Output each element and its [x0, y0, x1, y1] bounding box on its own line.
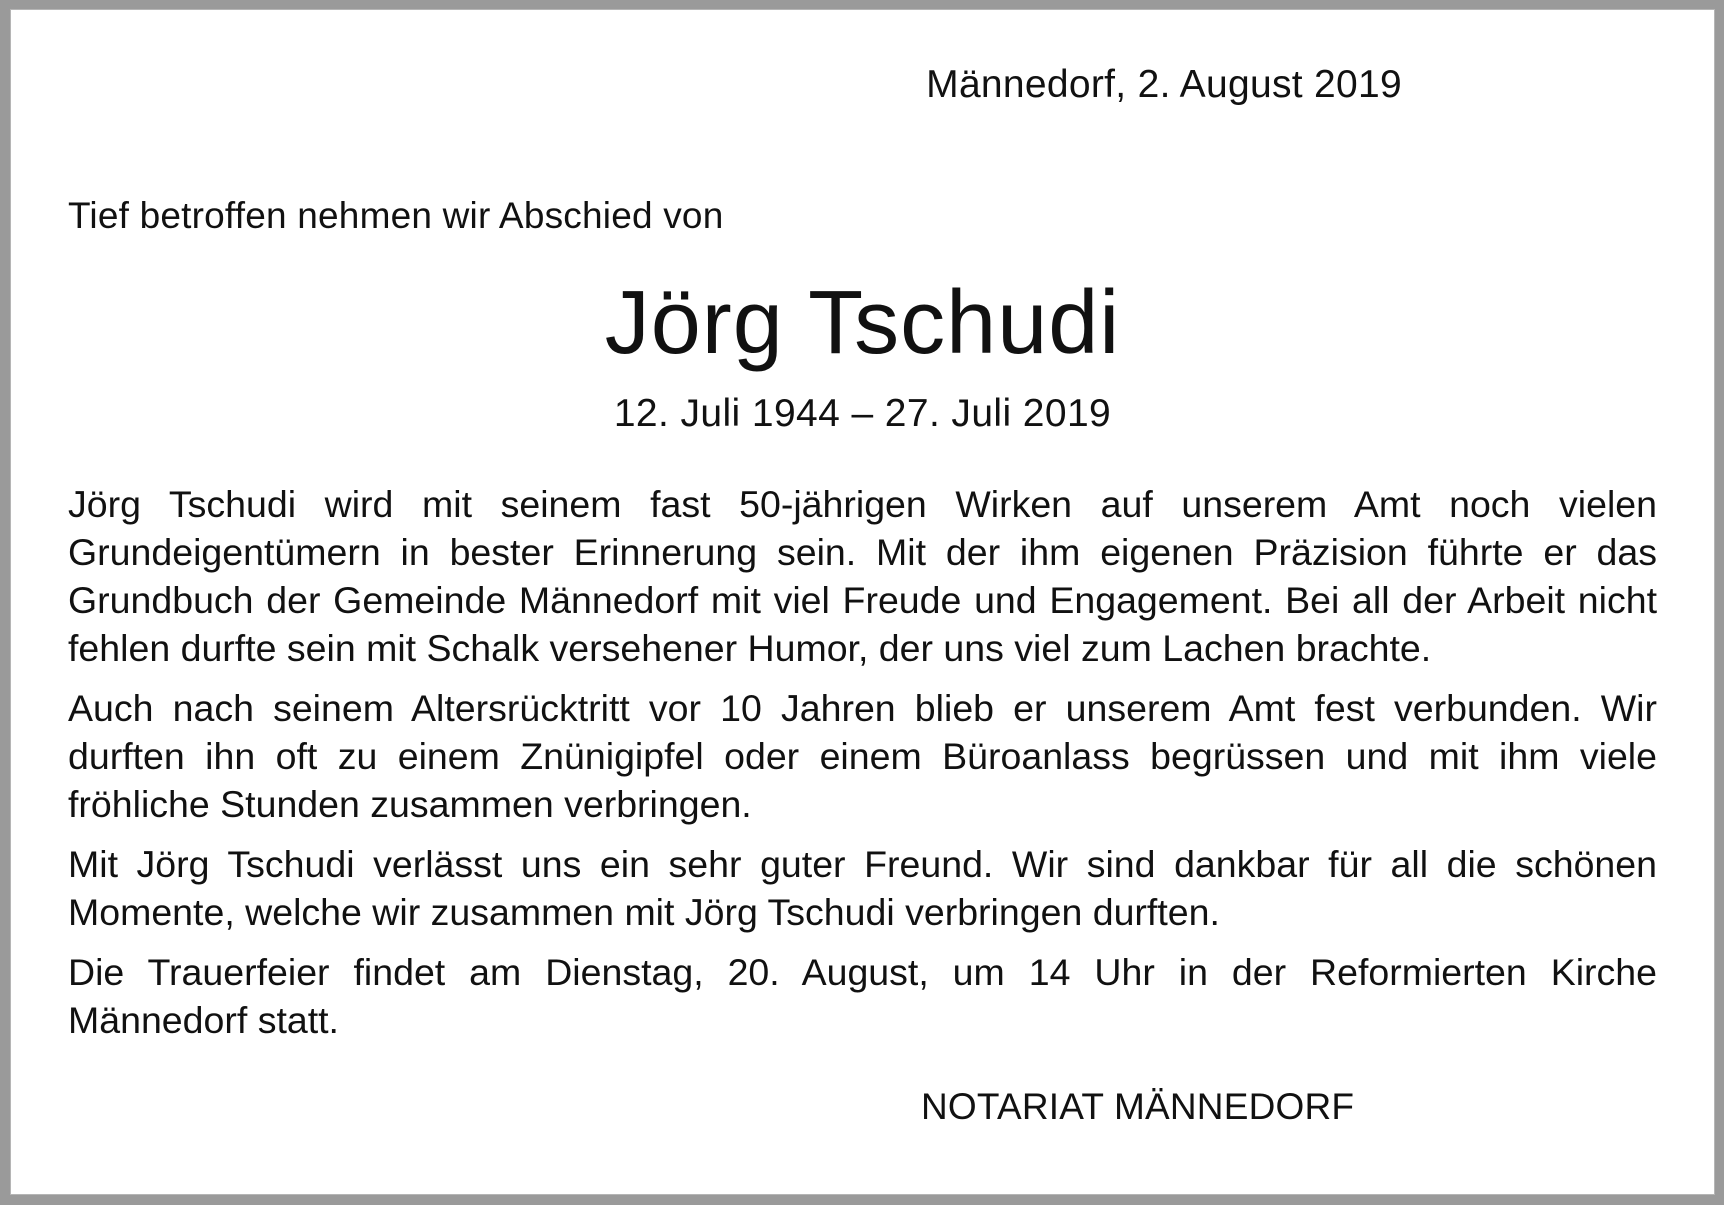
deceased-name: Jörg Tschudi — [604, 273, 1121, 373]
notice-body — [68, 480, 1657, 1056]
paragraph-retirement: Auch nach seinem Altersrücktritt vor 10 Jahren blieb er unserem Amt fest verbunden. Wir durften ihn oft zu einem Znünigipfel oder einem Büroanlass begrüssen und mit ihm viele fröhliche Stunden zusammen verbringen. — [68, 687, 1657, 825]
life-dates: 12. Juli 1944 – 27. Juli 2019 — [613, 392, 1112, 435]
place-and-date: Männedorf, 2. August 2019 — [926, 63, 1402, 106]
signature: NOTARIAT MÄNNEDORF — [921, 1086, 1355, 1127]
intro-line: Tief betroffen nehmen wir Abschied von — [68, 195, 724, 236]
paragraph-tribute: Jörg Tschudi wird mit seinem fast 50-jährigen Wirken auf unserem Amt noch vielen Grundeigentümern in bester Erinnerung sein. Mit der ihm eigenen Präzision führte er das Grundbuch der Gemeinde Männedorf mit viel Freude und Engagement. Bei all der Arbeit nicht fehlen durfte sein mit Schalk versehener Humor, der uns viel zum Lachen brachte. — [68, 483, 1657, 669]
document-page — [11, 10, 1714, 1194]
obituary-notice — [11, 10, 1714, 1194]
paragraph-friend: Mit Jörg Tschudi verlässt uns ein sehr guter Freund. Wir sind dankbar für all die schönen Momente, welche wir zusammen mit Jörg Tschudi verbringen durften. — [68, 843, 1657, 933]
paragraph-service: Die Trauerfeier findet am Dienstag, 20. August, um 14 Uhr in der Reformierten Kirche Männedorf statt. — [68, 951, 1657, 1041]
